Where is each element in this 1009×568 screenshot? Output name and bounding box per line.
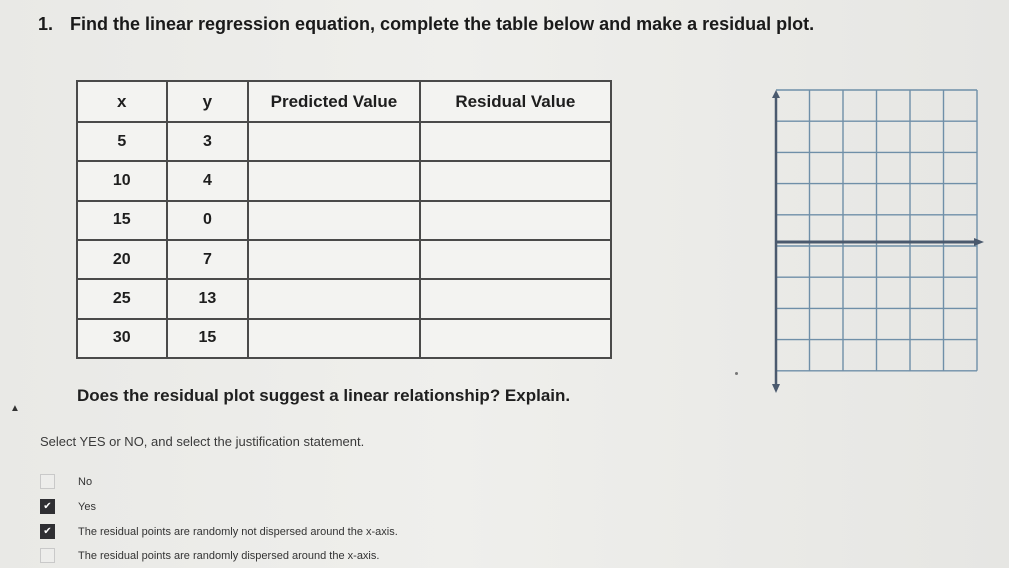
- cell-residual[interactable]: [420, 240, 611, 279]
- table-row: [77, 240, 611, 279]
- cell-x: 5: [77, 122, 167, 161]
- question-text: Find the linear regression equation, complete the table below and make a residual plot.: [70, 14, 815, 34]
- table-header-row: [77, 81, 611, 122]
- instructions-text: Select YES or NO, and select the justification statement.: [40, 434, 365, 449]
- cell-x: 30: [77, 319, 167, 358]
- table-row: [77, 319, 611, 358]
- stray-mark: [735, 372, 738, 375]
- mouse-cursor-icon: ▲: [10, 403, 20, 414]
- cell-residual[interactable]: [420, 319, 611, 358]
- cell-x: 15: [77, 201, 167, 240]
- cell-x: 10: [77, 161, 167, 200]
- option-label: No: [78, 475, 93, 488]
- cell-y: 15: [167, 319, 249, 358]
- checkmark-icon: ✔: [43, 501, 52, 512]
- cell-y: 0: [167, 201, 249, 240]
- option-not-dispersed[interactable]: [40, 524, 398, 539]
- x-axis: [776, 238, 984, 246]
- data-table: [76, 80, 612, 359]
- grid-lines: [776, 90, 977, 371]
- y-axis-up-arrow-icon: [772, 90, 780, 98]
- option-label: Yes: [78, 500, 96, 513]
- y-axis-down-arrow-icon: [772, 384, 780, 393]
- cell-predicted[interactable]: [248, 201, 419, 240]
- checkmark-icon: ✔: [43, 526, 52, 537]
- cell-residual[interactable]: [420, 161, 611, 200]
- table-row: [77, 201, 611, 240]
- checkbox[interactable]: [40, 474, 55, 489]
- question-heading: [38, 14, 814, 35]
- residual-plot-grid[interactable]: [760, 84, 990, 400]
- table-row: [77, 279, 611, 318]
- header-y: y: [167, 81, 249, 122]
- option-no[interactable]: [40, 474, 92, 489]
- table-row: [77, 161, 611, 200]
- cell-predicted[interactable]: [248, 161, 419, 200]
- question-number: 1.: [38, 14, 54, 34]
- checkbox[interactable]: [40, 548, 55, 563]
- cell-residual[interactable]: [420, 122, 611, 161]
- cell-predicted[interactable]: [248, 319, 419, 358]
- prompt-question: Does the residual plot suggest a linear relationship? Explain.: [77, 386, 571, 405]
- header-residual-value: Residual Value: [420, 81, 611, 122]
- cell-y: 4: [167, 161, 249, 200]
- cell-predicted[interactable]: [248, 279, 419, 318]
- checkbox-checked[interactable]: [40, 524, 55, 539]
- option-label: The residual points are randomly dispersed around the x-axis.: [78, 549, 380, 562]
- header-x: x: [77, 81, 167, 122]
- cell-predicted[interactable]: [248, 122, 419, 161]
- option-label: The residual points are randomly not dispersed around the x-axis.: [78, 525, 398, 538]
- cell-y: 3: [167, 122, 249, 161]
- x-axis-arrow-icon: [974, 238, 984, 246]
- table-row: [77, 122, 611, 161]
- cell-y: 7: [167, 240, 249, 279]
- option-dispersed[interactable]: [40, 548, 379, 563]
- cell-x: 20: [77, 240, 167, 279]
- header-predicted-value: Predicted Value: [248, 81, 419, 122]
- cell-predicted[interactable]: [248, 240, 419, 279]
- cell-y: 13: [167, 279, 249, 318]
- cell-residual[interactable]: [420, 279, 611, 318]
- cell-x: 25: [77, 279, 167, 318]
- cell-residual[interactable]: [420, 201, 611, 240]
- option-yes[interactable]: [40, 499, 96, 514]
- checkbox-checked[interactable]: [40, 499, 55, 514]
